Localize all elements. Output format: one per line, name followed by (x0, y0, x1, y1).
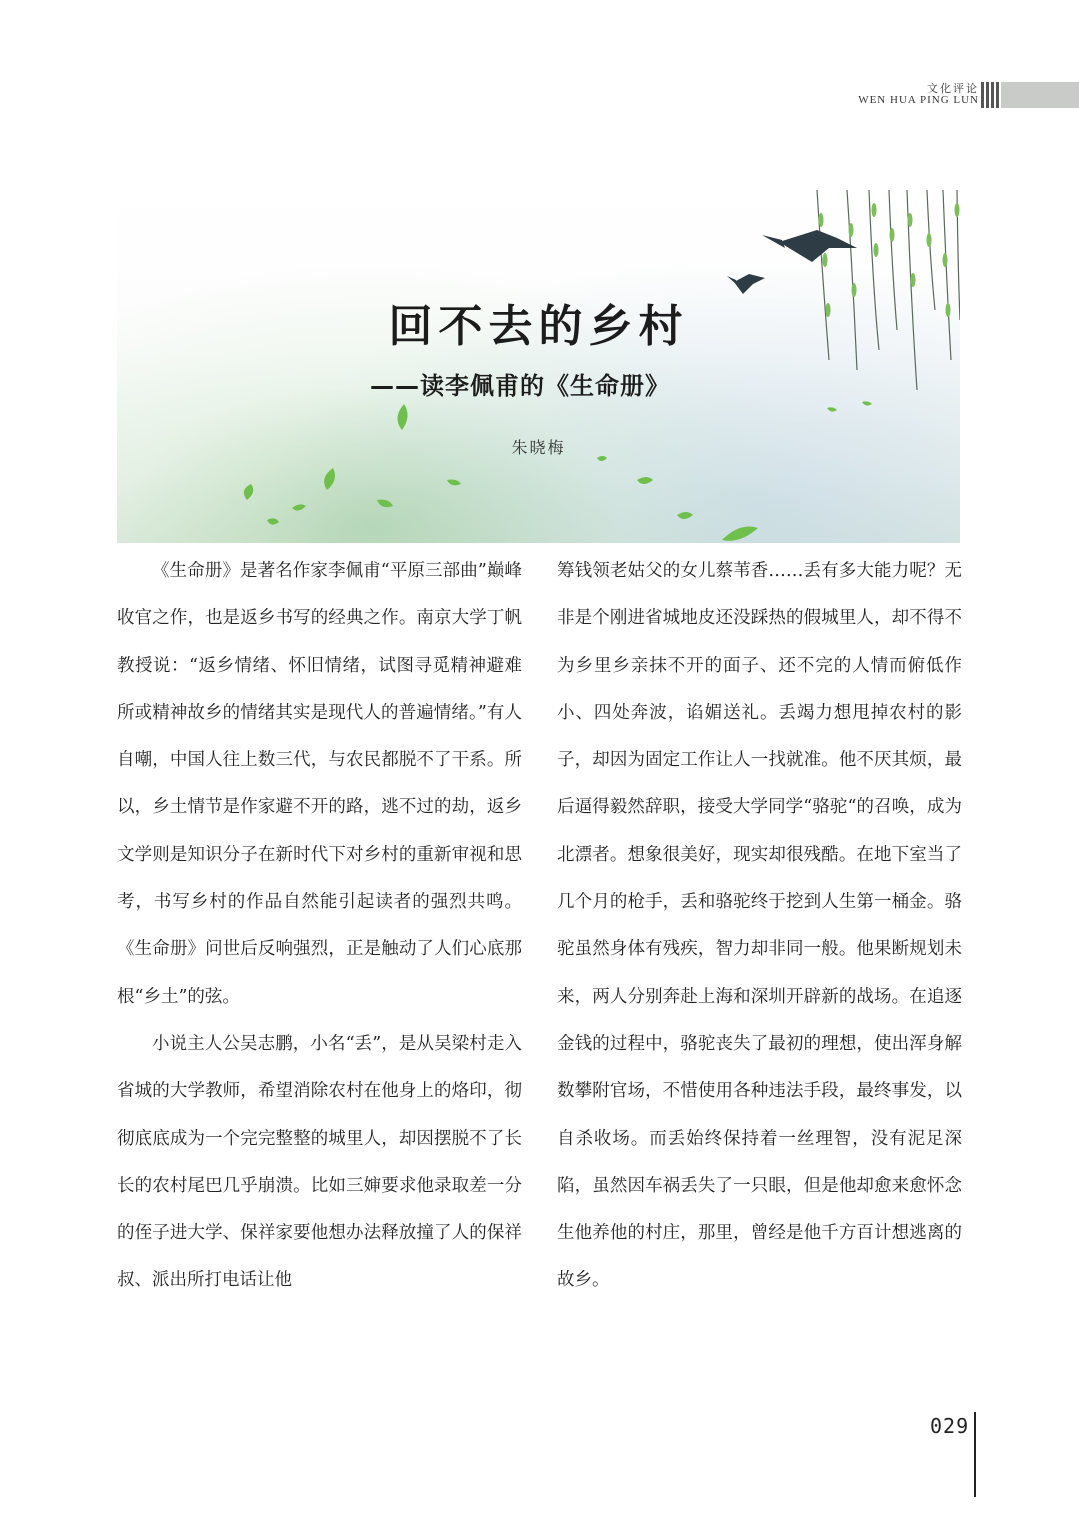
right-column (557, 548, 962, 1305)
scattered-leaves-icon (244, 401, 872, 540)
paragraph: 小说主人公吴志鹏，小名“丢”，是从吴梁村走入省城的大学教师，希望消除农村在他身上的烙印，彻彻底底成为一个完完整整的城里人，却因摆脱不了长长的农村尾巴几乎崩溃。比如三婶要求他录取差一分的侄子进大学、保祥家要他想办法释放撞了人的保祥叔、派出所打电话让他 (117, 1033, 522, 1291)
paragraph: 《生命册》是著名作家李佩甫“平原三部曲”巅峰收官之作，也是返乡书写的经典之作。南京大学丁帆教授说：“返乡情绪、怀旧情绪，试图寻觅精神避难所或精神故乡的情绪其实是现代人的普遍情绪。”有人自嘲，中国人往上数三代，与农民都脱不了干系。所以，乡土情节是作家避不开的路，逃不过的劫，返乡文学则是知识分子在新时代下对乡村的重新审视和思考，书写乡村的作品自然能引起读者的强烈共鸣。《生命册》问世后反响强烈，正是触动了人们心底那根“乡土”的弦。 (117, 561, 522, 1007)
left-column (117, 548, 522, 1305)
page-number-rule (974, 1412, 976, 1497)
article-subtitle: ——读李佩甫的《生命册》 (370, 372, 670, 400)
section-header (659, 80, 1079, 110)
page-number: 029 (930, 1414, 970, 1438)
article-author: 朱晓梅 (511, 438, 566, 457)
header-grey-block (1001, 82, 1079, 108)
section-name-cn: 文化评论 (927, 82, 979, 95)
section-name-en: WEN HUA PING LUN (858, 94, 979, 106)
title-banner (117, 190, 960, 543)
header-stripes (981, 82, 999, 108)
paragraph-continued: 筹钱领老姑父的女儿蔡苇香……丢有多大能力呢？无非是个刚进省城地皮还没踩热的假城里人，却不得不为乡里乡亲抹不开的面子、还不完的人情而俯低作小、四处奔波，谄媚送礼。丢竭力想甩掉农村的影子，却因为固定工作让人一找就准。他不厌其烦，最后逼得毅然辞职，接受大学同学“骆驼“的召唤，成为北漂者。想象很美好，现实却很残酷。在地下室当了几个月的枪手，丢和骆驼终于挖到人生第一桶金。骆驼虽然身体有残疾，智力却非同一般。他果断规划未来，两人分别奔赴上海和深圳开辟新的战场。在追逐金钱的过程中，骆驼丧失了最初的理想，使出浑身解数攀附官场，不惜使用各种违法手段，最终事发，以自杀收场。而丢始终保持着一丝理智，没有泥足深陷，虽然因车祸丢失了一只眼，但是他却愈来愈怀念生他养他的村庄，那里，曾经是他千方百计想逃离的故乡。 (557, 561, 962, 1291)
article-title: 回不去的乡村 (388, 301, 689, 352)
